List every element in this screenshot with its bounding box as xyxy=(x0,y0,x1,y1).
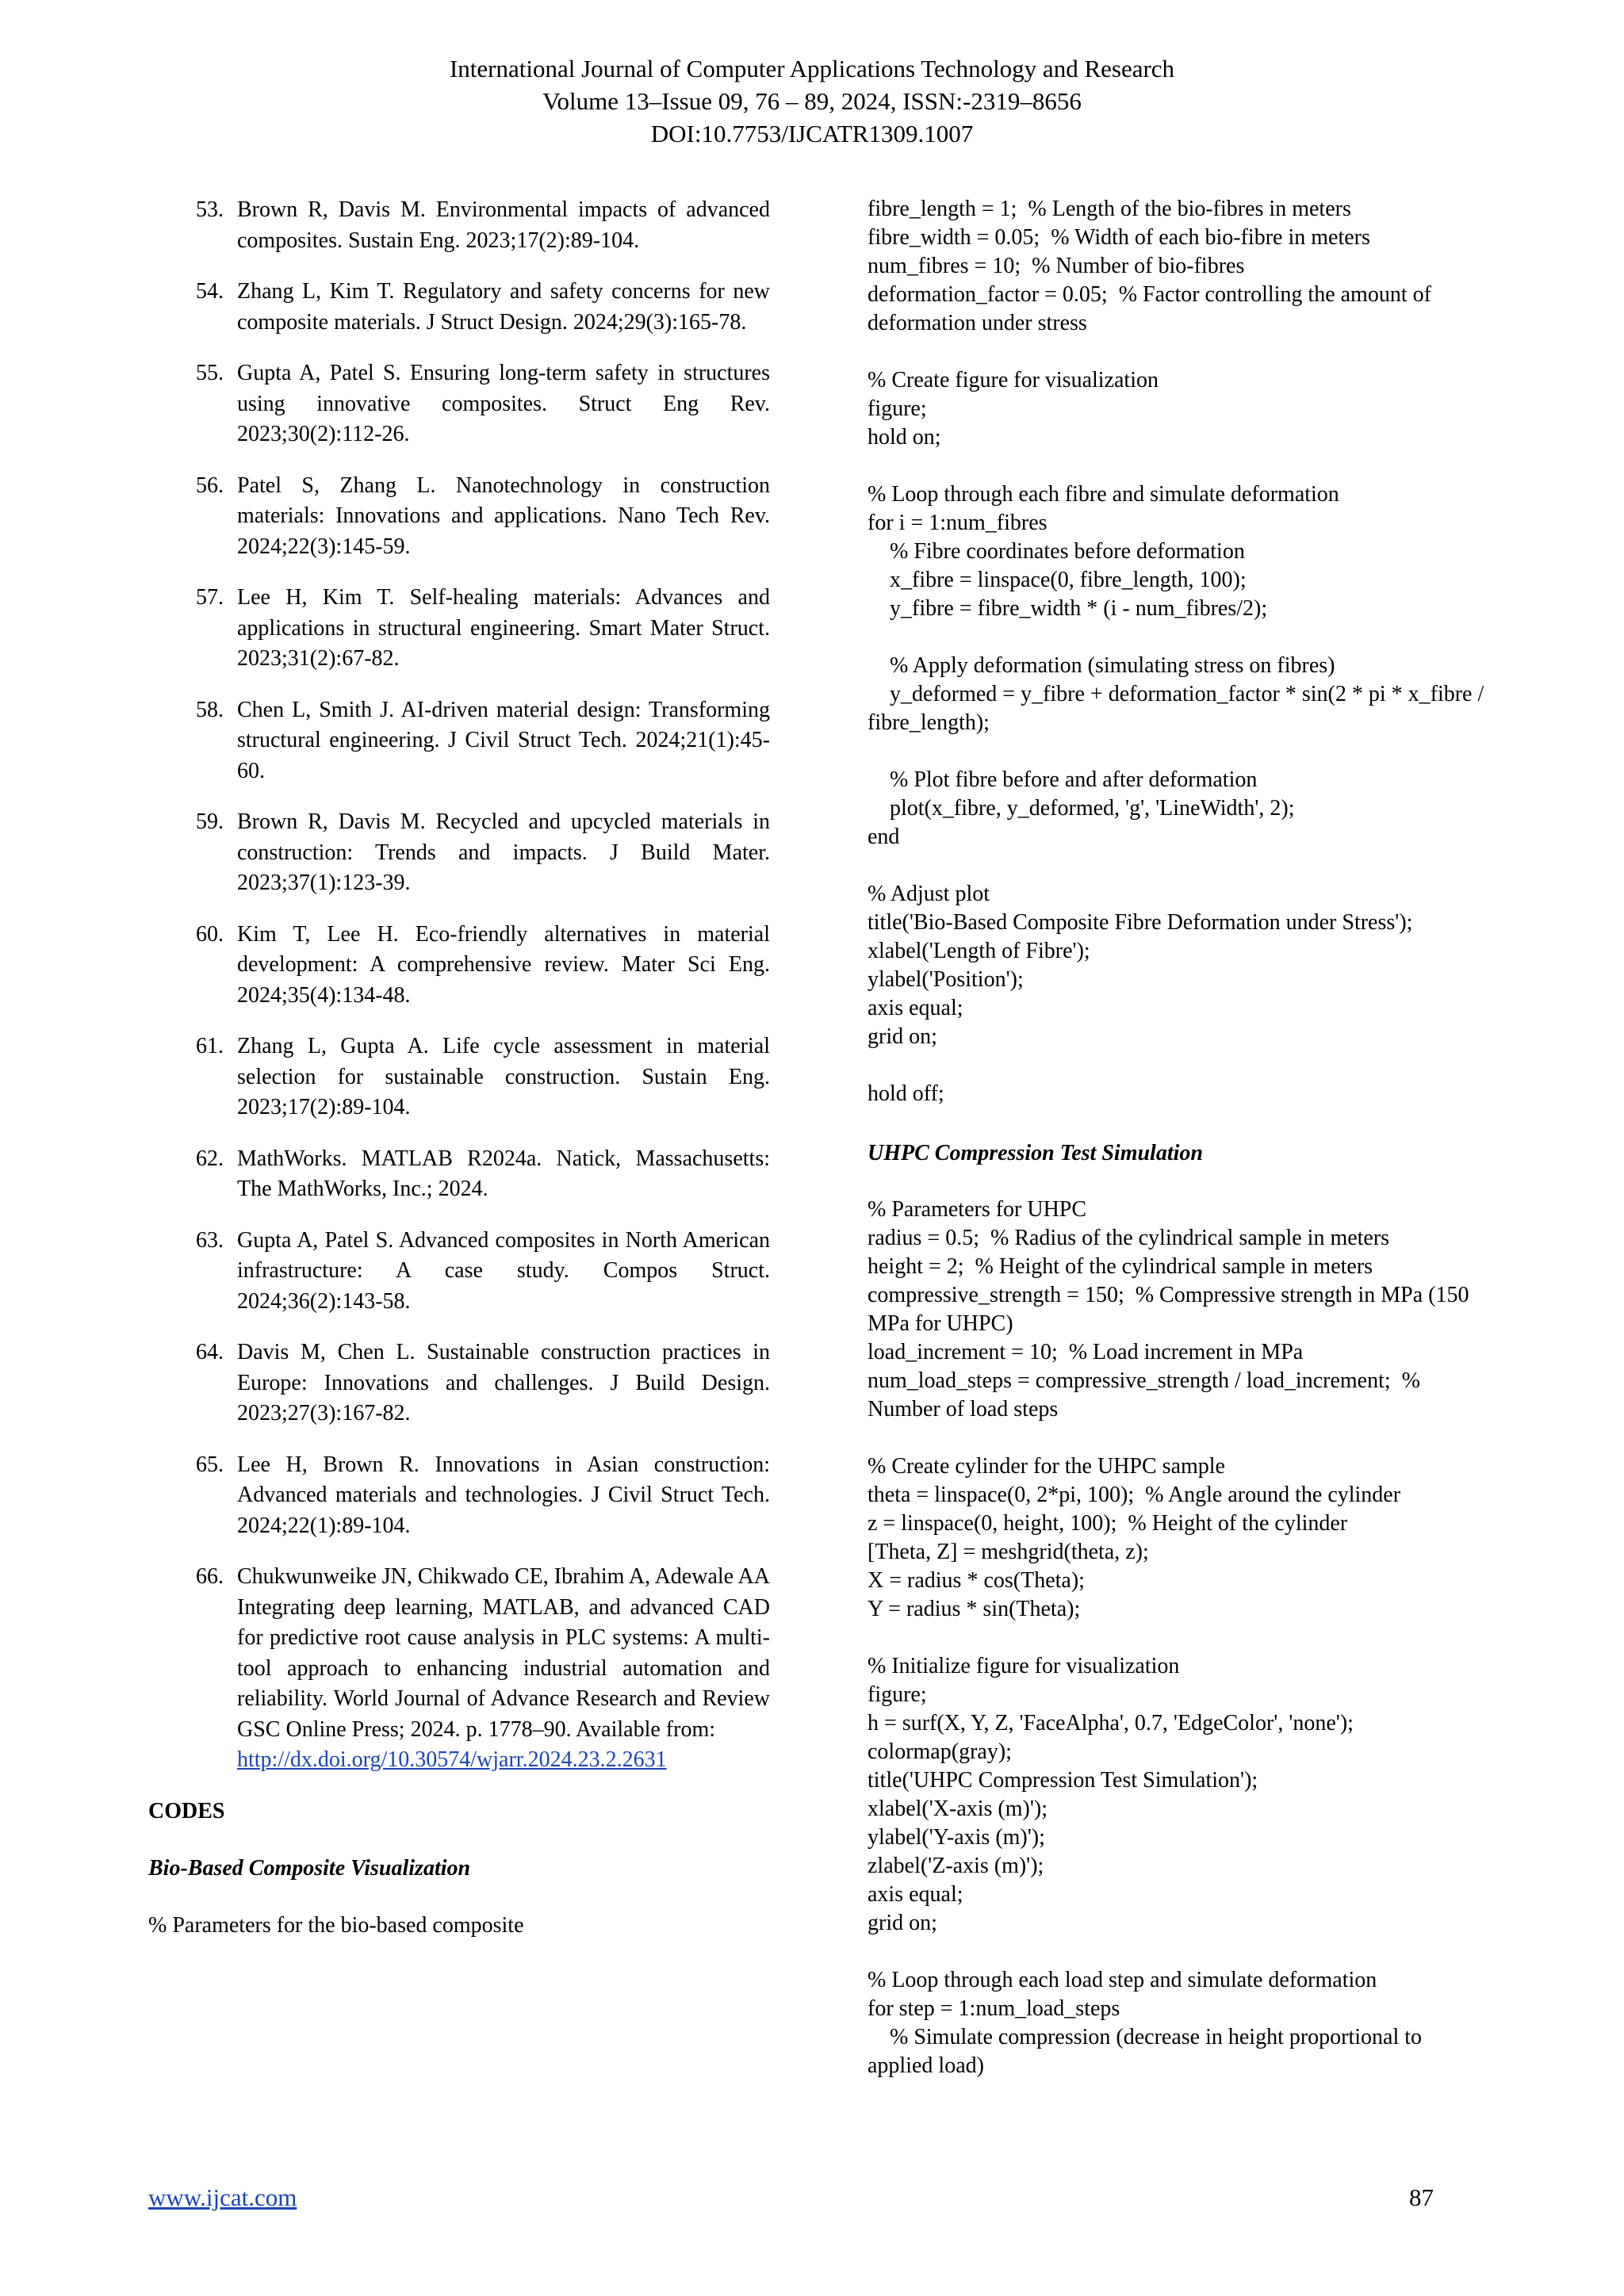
bio-composite-code: fibre_length = 1; % Length of the bio-fibres in meters fibre_width = 0.05; % Width of each bio-fibre in meters num_fibres = 10; % Number of bio-fibres deformation_factor = 0.05; % Factor controlling the amount of deformation under stress % Create figure for visualization figure; hold on; % Loop through each fibre and simulate deformation for i = 1:num_fibres % Fibre coordinates before deformation x_fibre = linspace(0, fibre_length, 100); y_fibre = fibre_width * (i - num_fibres/2); % Apply deformation (simulating stress on fibres) y_deformed = y_fibre + deformation_factor * sin(2 * pi * x_fibre / fibre_length); % Plot fibre before and after deformation plot(x_fibre, y_deformed, 'g', 'LineWidth', 2); end % Adjust plot title('Bio-Based Composite Fibre Deformation under Stress'); xlabel('Length of Fibre'); ylabel('Position'); axis equal; grid on; hold off; xyxy=(868,197,1484,1106)
reference-item xyxy=(197,1562,770,1776)
reference-item xyxy=(197,195,770,256)
reference-item xyxy=(197,1226,770,1318)
reference-text: Gupta A, Patel S. Ensuring long-term safety in structures using innovative composites. Struct Eng Rev. 2023;30(2):112-26. xyxy=(237,361,770,446)
reference-list xyxy=(197,195,770,1776)
reference-item xyxy=(197,1031,770,1123)
reference-number: 66. xyxy=(196,1564,224,1589)
reference-text: MathWorks. MATLAB R2024a. Natick, Massachusetts: The MathWorks, Inc.; 2024. xyxy=(237,1146,770,1201)
bio-composite-heading: Bio-Based Composite Visualization xyxy=(148,1855,471,1881)
reference-item xyxy=(197,1144,770,1205)
footer-website-link[interactable]: www.ijcat.com xyxy=(148,2183,297,2211)
uhpc-heading: UHPC Compression Test Simulation xyxy=(868,1141,1203,1165)
reference-text: Kim T, Lee H. Eco-friendly alternatives in material development: A comprehensive review. Mater Sci Eng. 2024;35(4):134-48. xyxy=(237,921,770,1008)
reference-number: 56. xyxy=(196,473,224,498)
reference-text: Zhang L, Gupta A. Life cycle assessment in material selection for sustainable construction. Sustain Eng. 2023;17(2):89-104. xyxy=(237,1034,770,1119)
reference-item xyxy=(197,807,770,899)
journal-volume: Volume 13–Issue 09, 76 – 89, 2024, ISSN:-2319–8656 xyxy=(542,87,1082,115)
reference-text: Chukwunweike JN, Chikwado CE, Ibrahim A, Adewale AA Integrating deep learning, MATLAB, and advanced CAD for predictive root cause analysis in PLC systems: A multi-tool approach to enhancing industrial automation and reliability. World Journal of Advance Research and Review GSC Online Press; 2024. p. 1778–90. Available from: xyxy=(237,1564,770,1742)
reference-item xyxy=(197,920,770,1012)
left-column xyxy=(148,195,770,1941)
journal-header xyxy=(0,52,1624,150)
reference-item xyxy=(197,1450,770,1542)
reference-item xyxy=(197,1337,770,1429)
reference-text: Chen L, Smith J. AI-driven material design: Transforming structural engineering. J Civil Struct Tech. 2024;21(1):45-60. xyxy=(237,697,770,783)
journal-doi: DOI:10.7753/IJCATR1309.1007 xyxy=(650,120,974,147)
reference-number: 57. xyxy=(196,585,224,610)
reference-number: 54. xyxy=(196,279,224,304)
reference-number: 59. xyxy=(196,809,224,834)
reference-text: Brown R, Davis M. Recycled and upcycled materials in construction: Trends and impacts. J Build Mater. 2023;37(1):123-39. xyxy=(237,809,770,895)
reference-number: 62. xyxy=(196,1146,224,1171)
reference-doi-link[interactable]: http://dx.doi.org/10.30574/wjarr.2024.23.2.2631 xyxy=(237,1747,667,1772)
journal-title: International Journal of Computer Applications Technology and Research xyxy=(449,55,1175,82)
reference-number: 64. xyxy=(196,1340,224,1364)
reference-number: 55. xyxy=(196,361,224,385)
reference-item xyxy=(197,695,770,787)
code-comment-line: % Parameters for the bio-based composite xyxy=(148,1912,524,1938)
reference-text: Patel S, Zhang L. Nanotechnology in construction materials: Innovations and applications. Nano Tech Rev. 2024;22(3):145-59. xyxy=(237,473,770,559)
reference-item xyxy=(197,358,770,450)
reference-number: 65. xyxy=(196,1452,224,1477)
reference-text: Gupta A, Patel S. Advanced composites in North American infrastructure: A case study. Compos Struct. 2024;36(2):143-58. xyxy=(237,1227,770,1314)
reference-item xyxy=(197,471,770,563)
codes-heading: CODES xyxy=(148,1798,225,1823)
right-column xyxy=(868,195,1489,2080)
reference-number: 58. xyxy=(196,697,224,722)
reference-text: Zhang L, Kim T. Regulatory and safety concerns for new composite materials. J Struct Design. 2024;29(3):165-78. xyxy=(237,279,770,335)
reference-number: 61. xyxy=(196,1034,224,1058)
reference-number: 53. xyxy=(196,197,224,222)
reference-text: Davis M, Chen L. Sustainable construction practices in Europe: Innovations and challenges. J Build Design. 2023;27(3):167-82. xyxy=(237,1340,770,1425)
reference-text: Lee H, Kim T. Self-healing materials: Advances and applications in structural engineering. Smart Mater Struct. 2023;31(2):67-82. xyxy=(237,585,770,671)
reference-item xyxy=(197,583,770,675)
reference-item xyxy=(197,277,770,338)
reference-number: 60. xyxy=(196,921,224,947)
uhpc-code: % Parameters for UHPC radius = 0.5; % Radius of the cylindrical sample in meters height = 2; % Height of the cylindrical sample in meters compressive_strength = 150; % Compressive strength in MPa (150 MPa for UHPC) load_increment = 10; % Load increment in MPa num_load_steps = compressive_strength / load_increment; % Number of load steps % Create cylinder for the UHPC sample theta = linspace(0, 2*pi, 100); % Angle around the cylinder z = linspace(0, height, 100); % Height of the cylinder [Theta, Z] = meshgrid(theta, z); X = radius * cos(Theta); Y = radius * sin(Theta); % Initialize figure for visualization figure; h = surf(X, Y, Z, 'FaceAlpha', 0.7, 'EdgeColor', 'none'); colormap(gray); title('UHPC Compression Test Simulation'); xlabel('X-axis (m)'); ylabel('Y-axis (m)'); zlabel('Z-axis (m)'); axis equal; grid on; % Loop through each load step and simulate deformation for step = 1:num_load_steps % Simulate compression (decrease in height proportional to applied load) xyxy=(868,1197,1469,2078)
reference-text: Brown R, Davis M. Environmental impacts of advanced composites. Sustain Eng. 2023;17(2):89-104. xyxy=(237,197,770,253)
page-number: 87 xyxy=(1409,2183,1434,2211)
reference-number: 63. xyxy=(196,1227,224,1253)
reference-text: Lee H, Brown R. Innovations in Asian construction: Advanced materials and technologies. J Civil Struct Tech. 2024;22(1):89-104. xyxy=(237,1452,770,1538)
